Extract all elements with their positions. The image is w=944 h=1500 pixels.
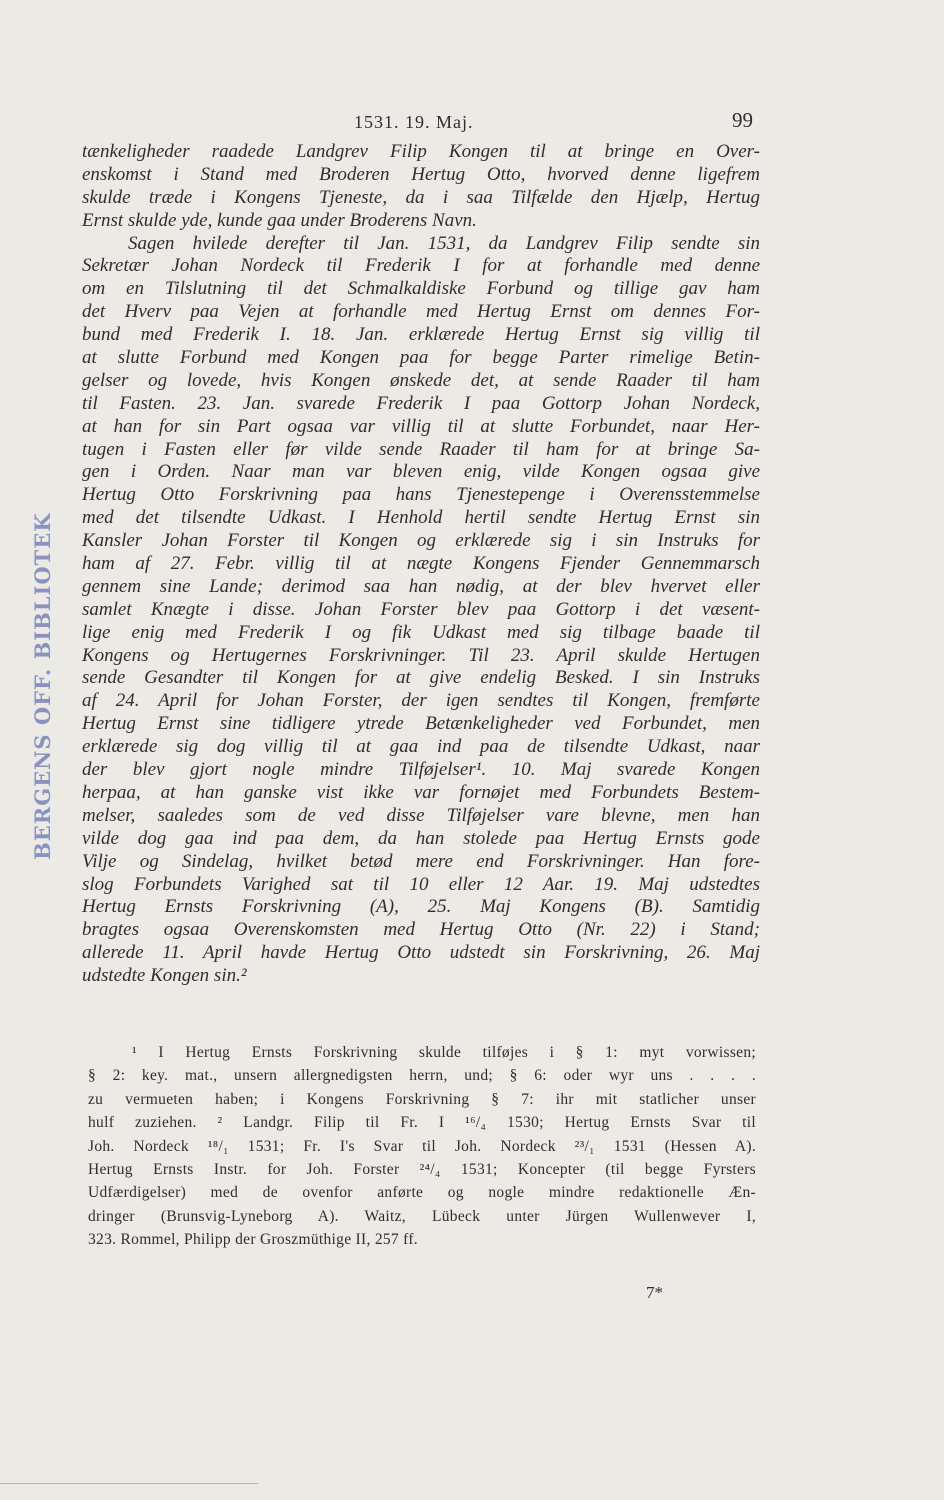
body-line: at han for sin Part ogsaa var villig til at slutte Forbundet, naar Her- bbox=[82, 415, 760, 437]
library-stamp: BERGENS OFF. BIBLIOTEK bbox=[30, 512, 55, 860]
body-line: tænkeligheder raadede Landgrev Filip Kongen til at bringe en Over- bbox=[82, 141, 760, 162]
body-line: skulde træde i Kongens Tjeneste, da i saa Tilfælde den Hjælp, Hertug bbox=[82, 186, 760, 208]
body-line: sende Gesandter til Kongen for at give endelig Besked. I sin Instruks bbox=[82, 667, 760, 689]
body-line: Kongens og Hertugernes Forskrivninger. Til 23. April skulde Hertugen bbox=[82, 644, 760, 666]
signature-mark: 7* bbox=[646, 1283, 663, 1302]
footnote-line: Joh. Nordeck ¹⁸/₁ 1531; Fr. I's Svar til Joh. Nordeck ²³/₁ 1531 (Hessen A). bbox=[88, 1137, 756, 1155]
body-line: om en Tilslutning til det Schmalkaldiske Forbund og tillige gav ham bbox=[82, 278, 760, 300]
body-line: Sagen hvilede derefter til Jan. 1531, da Landgrev Filip sendte sin bbox=[128, 232, 760, 254]
body-line: udstedte Kongen sin.² bbox=[82, 965, 247, 987]
body-line: bragtes ogsaa Overenskomsten med Hertug Otto (Nr. 22) i Stand; bbox=[82, 919, 760, 941]
footnote-line: hulf zuziehen. ² Landgr. Filip til Fr. I ¹⁶/₄ 1530; Hertug Ernsts Svar til bbox=[88, 1114, 756, 1132]
page-number: 99 bbox=[732, 108, 753, 132]
body-line: Vilje og Sindelag, hvilket betød mere end Forskrivninger. Han fore- bbox=[82, 850, 760, 872]
body-line: slog Forbundets Varighed sat til 10 eller 12 Aar. 19. Maj udstedtes bbox=[82, 873, 760, 895]
footnote-line: dringer (Brunsvig-Lyneborg A). Waitz, Lübeck unter Jürgen Wullenwever I, bbox=[88, 1207, 756, 1225]
body-line: af 24. April for Johan Forster, der igen sendtes til Kongen, fremførte bbox=[82, 690, 760, 712]
body-line: gen i Orden. Naar man var bleven enig, vilde Kongen ogsaa give bbox=[82, 461, 760, 483]
footnote-line: 323. Rommel, Philipp der Groszmüthige II, 257 ff. bbox=[88, 1231, 418, 1249]
footnote-line: ¹ I Hertug Ernsts Forskrivning skulde tilføjes i § 1: myt vorwissen; bbox=[132, 1044, 756, 1061]
body-line: ham af 27. Febr. villig til at nægte Kongens Fjender Gennemmarsch bbox=[82, 553, 760, 575]
body-line: samlet Knægte i disse. Johan Forster blev paa Gottorp i det væsent- bbox=[82, 598, 760, 620]
body-line: til Fasten. 23. Jan. svarede Frederik I paa Gottorp Johan Nordeck, bbox=[82, 392, 760, 414]
body-line: det Hverv paa Vejen at forhandle med Hertug Ernst om dennes For- bbox=[82, 301, 760, 323]
body-line: allerede 11. April havde Hertug Otto udstedt sin Forskrivning, 26. Maj bbox=[82, 942, 760, 964]
body-line: Hertug Ernst sine tidligere ytrede Betænkeligheder ved Forbundet, men bbox=[82, 713, 760, 735]
body-line: erklærede sig dog villig til at gaa ind paa de tilsendte Udkast, naar bbox=[82, 736, 760, 758]
body-line: med det tilsendte Udkast. I Henhold hertil sendte Hertug Ernst sin bbox=[82, 507, 760, 529]
body-line: herpaa, at han ganske vist ikke var fornøjet med Forbundets Bestem- bbox=[82, 781, 760, 803]
body-line: enskomst i Stand med Broderen Hertug Otto, hvorved denne ligefrem bbox=[82, 163, 760, 185]
body-line: gennem sine Lande; derimod saa han nødig, at der blev hvervet eller bbox=[82, 575, 760, 597]
body-line: der blev gjort nogle mindre Tilføjelser¹. 10. Maj svarede Kongen bbox=[82, 759, 760, 781]
running-head: 1531. 19. Maj. bbox=[354, 112, 474, 132]
body-line: Ernst skulde yde, kunde gaa under Broderens Navn. bbox=[82, 209, 477, 231]
body-line: at slutte Forbund med Kongen paa for begge Parter rimelige Betin- bbox=[82, 347, 760, 369]
footnotes bbox=[88, 1041, 756, 1252]
body-line: Kansler Johan Forster til Kongen og erklærede sig i sin Instruks for bbox=[82, 530, 760, 552]
body-line: lige enig med Frederik I og fik Udkast med sig tilbage baade til bbox=[82, 621, 760, 643]
body-line: Hertug Otto Forskrivning paa hans Tjenestepenge i Overensstemmelse bbox=[82, 484, 760, 506]
body-line: melser, saaledes som de ved disse Tilføjelser vare blevne, men han bbox=[82, 804, 760, 826]
body-line: bund med Frederik I. 18. Jan. erklærede Hertug Ernst sig villig til bbox=[82, 324, 760, 346]
body-line: Sekretær Johan Nordeck til Frederik I for at forhandle med denne bbox=[82, 255, 760, 277]
footnote-line: § 2: key. mat., unsern allergnedigsten herrn, und; § 6: oder wyr uns . . . . bbox=[88, 1067, 756, 1085]
body-text bbox=[82, 141, 760, 988]
body-line: vilde dog gaa ind paa dem, da han stolede paa Hertug Ernsts gode bbox=[82, 827, 760, 849]
footnote-line: zu vermueten haben; i Kongens Forskrivning § 7: ihr mit statlicher unser bbox=[88, 1090, 756, 1108]
body-line: Hertug Ernsts Forskrivning (A), 25. Maj Kongens (B). Samtidig bbox=[82, 896, 760, 918]
bottom-rule bbox=[0, 1483, 258, 1484]
body-line: gelser og lovede, hvis Kongen ønskede det, at sende Raader til ham bbox=[82, 369, 760, 391]
footnote-line: Udfærdigelser) med de ovenfor anførte og nogle mindre redaktionelle Æn- bbox=[88, 1184, 756, 1202]
body-line: tugen i Fasten eller før vilde sende Raader til ham for at bringe Sa- bbox=[82, 438, 760, 460]
footnote-line: Hertug Ernsts Instr. for Joh. Forster ²⁴/₄ 1531; Koncepter (til begge Fyrsters bbox=[88, 1160, 756, 1178]
